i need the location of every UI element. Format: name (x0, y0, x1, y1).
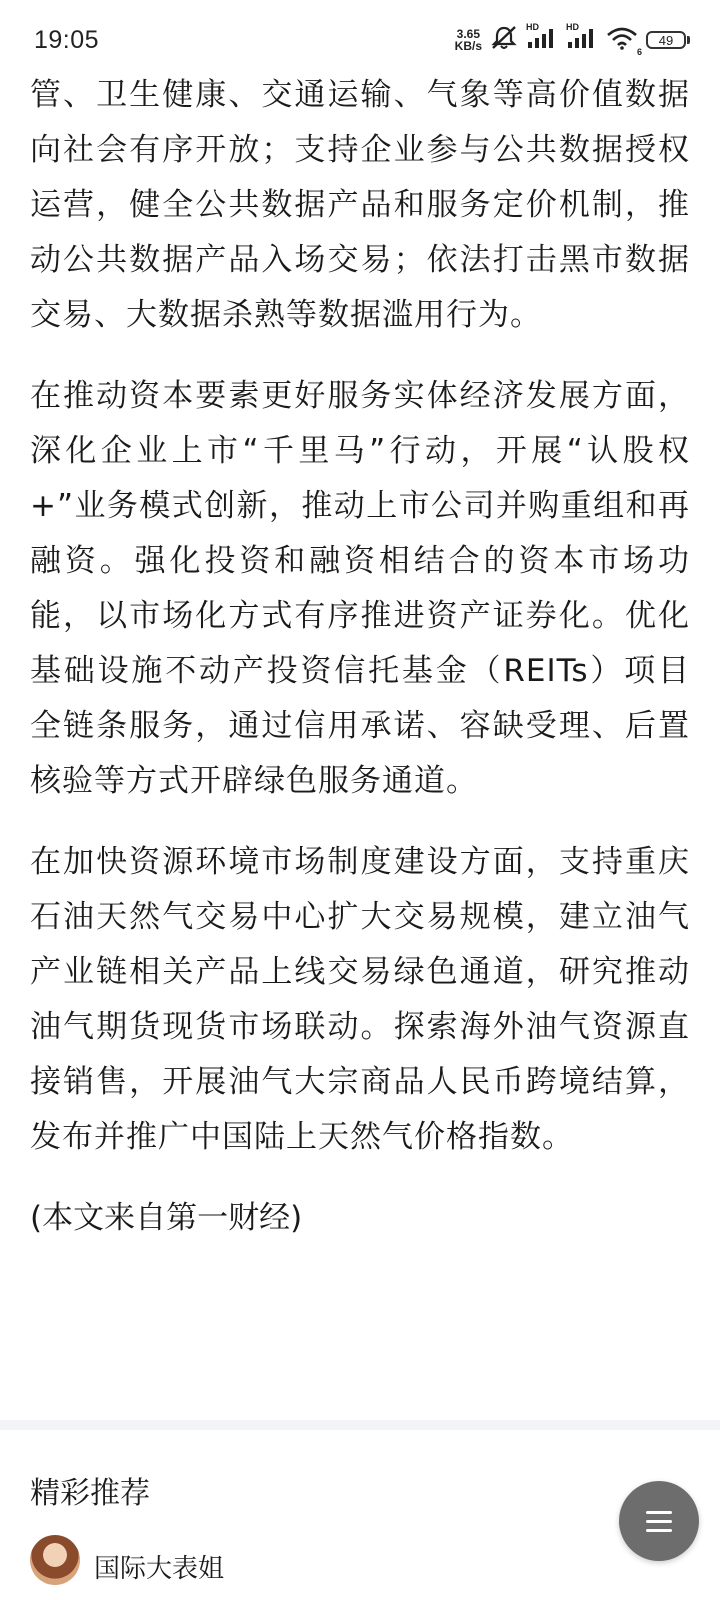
signal-icon (526, 21, 558, 55)
signal-hd-label: HD (566, 21, 579, 32)
mute-icon (490, 25, 518, 56)
wifi-icon (606, 26, 642, 57)
signal-hd-label: HD (526, 21, 539, 32)
avatar[interactable] (30, 1535, 80, 1585)
network-speed-unit: KB/s (454, 39, 482, 53)
article-source: (本文来自第一财经) (30, 1200, 303, 1236)
article-body (30, 68, 690, 1246)
section-divider (0, 1420, 720, 1430)
author-name[interactable]: 国际大表姐 (94, 1554, 225, 1584)
article-paragraph: 在加快资源环境市场制度建设方面，支持重庆石油天然气交易中心扩大交易规模，建立油气产业链相关产品上线交易绿色通道，研究推动油气期货现货市场联动。探索海外油气资源直接销售，开展油气大宗商品人民币跨境结算，发布并推广中国陆上天然气价格指数。 (30, 844, 690, 1155)
floating-menu-button[interactable] (619, 1481, 699, 1561)
signal-icon (566, 21, 598, 55)
network-speed-value: 3.65 (456, 27, 480, 41)
recommend-item[interactable] (30, 1534, 224, 1585)
wifi-badge: 6 (636, 46, 642, 57)
status-time: 19:05 (34, 25, 100, 54)
battery-level: 49 (646, 31, 686, 49)
article-paragraph: 管、卫生健康、交通运输、气象等高价值数据向社会有序开放；支持企业参与公共数据授权运营，健全公共数据产品和服务定价机制，推动公共数据产品入场交易；依法打击黑市数据交易、大数据杀熟等数据滥用行为。 (30, 77, 690, 333)
battery-tip (687, 36, 690, 44)
menu-lines-icon (646, 1511, 672, 1532)
recommend-title: 精彩推荐 (30, 1476, 150, 1511)
network-speed (455, 28, 482, 52)
status-icons (454, 21, 690, 57)
battery-icon (646, 31, 690, 49)
article-paragraph: 在推动资本要素更好服务实体经济发展方面，深化企业上市“千里马”行动，开展“认股权+”业务模式创新，推动上市公司并购重组和再融资。强化投资和融资相结合的资本市场功能，以市场化方式有序推进资产证券化。优化基础设施不动产投资信托基金（REITs）项目全链条服务，通过信用承诺、容缺受理、后置核验等方式开辟绿色服务通道。 (30, 378, 690, 799)
